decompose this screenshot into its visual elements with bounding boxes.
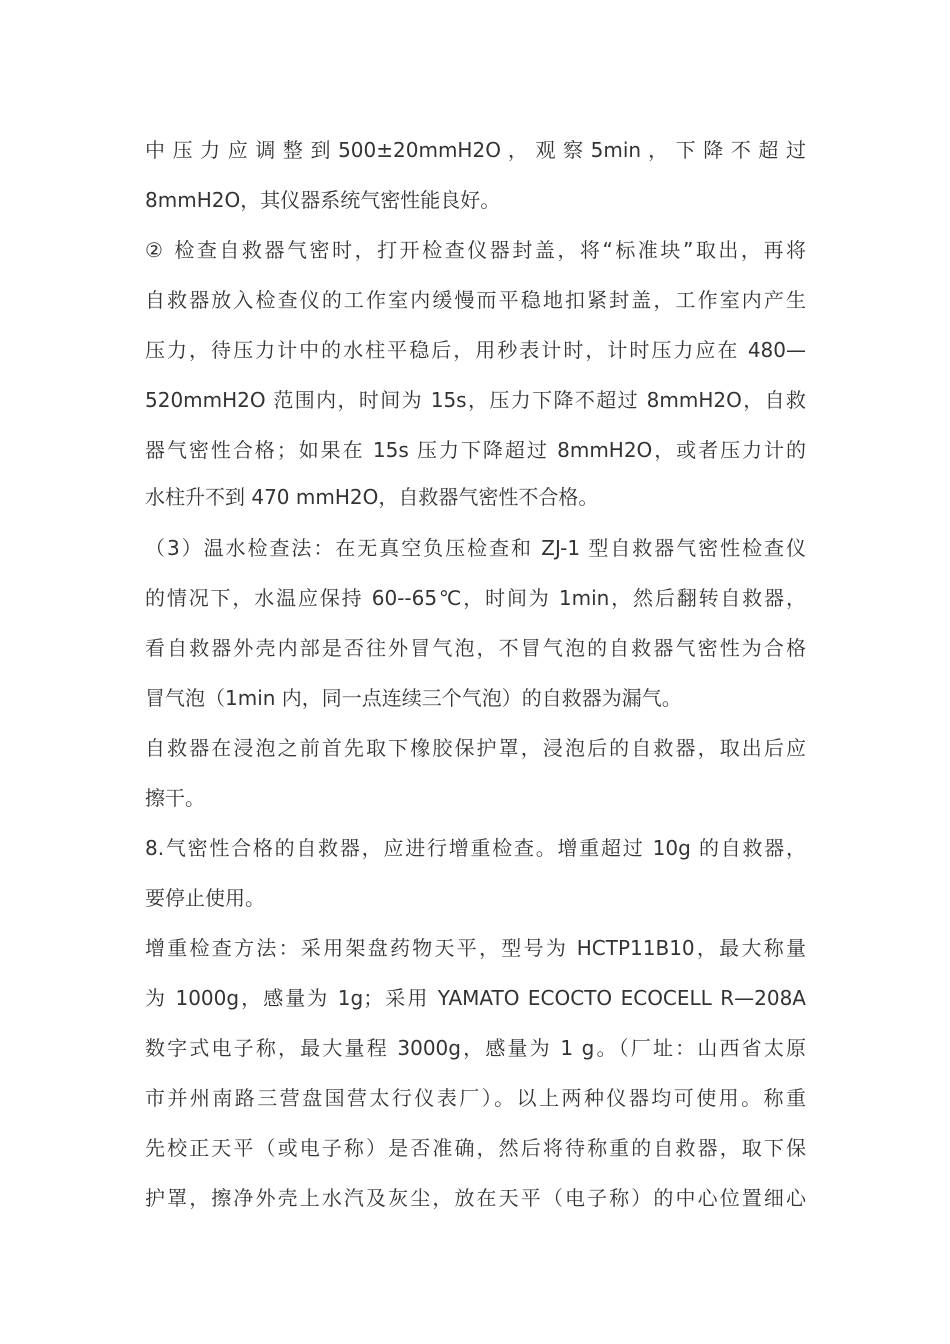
text-line: 要停止使用。 — [145, 886, 265, 910]
text-line: 8mmH2O，其仪器系统气密性能良好。 — [145, 188, 501, 212]
text-line: 520mmH2O 范围内，时间为 15s，压力下降不超过 8mmH2O，自救 — [145, 388, 806, 412]
text-line: 护罩，擦净外壳上水汽及灰尘，放在天平（电子称）的中心位置细心 — [145, 1186, 806, 1210]
text-line: 自救器在浸泡之前首先取下橡胶保护罩，浸泡后的自救器，取出后应 — [145, 736, 806, 760]
text-line: 冒气泡（1min 内，同一点连续三个气泡）的自救器为漏气。 — [145, 686, 682, 710]
text-line: 先校正天平（或电子称）是否准确，然后将待称重的自救器，取下保 — [145, 1136, 806, 1160]
text-line: （3）温水检查法：在无真空负压检查和 ZJ-1 型自救器气密性检查仪 — [145, 536, 806, 560]
text-line: 的情况下，水温应保持 60--65℃，时间为 1min，然后翻转自救器， — [145, 586, 806, 610]
text-line: 中 压 力 应 调 整 到 500±20mmH2O ， 观 察 5min ， 下 降 不 超 过 — [145, 138, 806, 162]
text-line: 市并州南路三营盘国营太行仪表厂）。以上两种仪器均可使用。称重 — [145, 1086, 806, 1110]
text-line: 水柱升不到 470 mmH2O，自救器气密性不合格。 — [145, 485, 599, 509]
text-line: 看自救器外壳内部是否往外冒气泡，不冒气泡的自救器气密性为合格 — [145, 636, 806, 660]
text-line: 为 1000g，感量为 1g；采用 YAMATO ECOCTO ECOCELL R—208A — [145, 986, 806, 1010]
text-line: 8.气密性合格的自救器，应进行增重检查。增重超过 10g 的自救器， — [145, 836, 806, 860]
text-line: 擦干。 — [145, 786, 205, 810]
text-line: 自救器放入检查仪的工作室内缓慢而平稳地扣紧封盖，工作室内产生 — [145, 288, 806, 312]
text-line: 器气密性合格；如果在 15s 压力下降超过 8mmH2O，或者压力计的 — [145, 438, 806, 462]
text-line: 增重检查方法：采用架盘药物天平，型号为 HCTP11B10，最大称量 — [145, 936, 806, 960]
text-line: 压力，待压力计中的水柱平稳后，用秒表计时，计时压力应在 480— — [145, 338, 806, 362]
text-line: 数字式电子称，最大量程 3000g，感量为 1 g。（厂址：山西省太原 — [145, 1036, 806, 1060]
text-line: ② 检查自救器气密时，打开检查仪器封盖，将“标准块”取出，再将 — [145, 238, 806, 262]
